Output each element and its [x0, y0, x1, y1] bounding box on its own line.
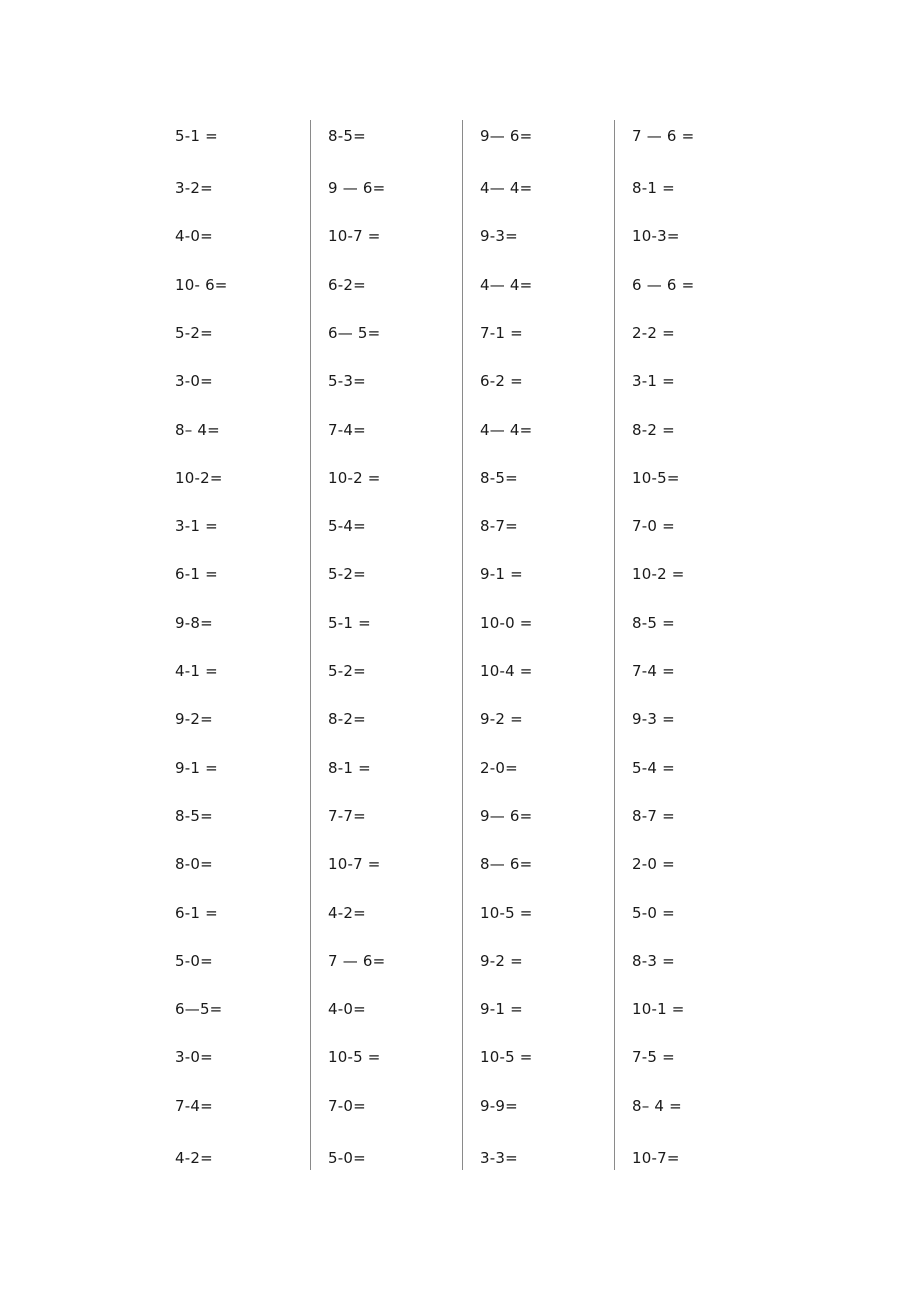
- problem-item: 5-2=: [328, 565, 366, 584]
- problem-item: 9-1 =: [480, 565, 523, 584]
- problem-item: 4— 4=: [480, 275, 533, 294]
- problem-item: 10-5 =: [328, 1048, 381, 1067]
- problem-item: 8– 4=: [175, 420, 220, 439]
- problem-item: 8– 4 =: [632, 1096, 682, 1115]
- problem-item: 10-7=: [632, 1148, 680, 1167]
- problem-item: 7-1 =: [480, 323, 523, 342]
- problem-item: 3-0=: [175, 372, 213, 391]
- problem-item: 5-4 =: [632, 758, 675, 777]
- problem-item: 9-2 =: [480, 951, 523, 970]
- problem-item: 7-0 =: [632, 517, 675, 536]
- problem-item: 9-9=: [480, 1096, 518, 1115]
- problem-item: 5-0=: [328, 1148, 366, 1167]
- problem-item: 10-5 =: [480, 1048, 533, 1067]
- problem-item: 9— 6=: [480, 127, 533, 145]
- problem-item: 6-2=: [328, 275, 366, 294]
- problem-item: 9-2=: [175, 710, 213, 729]
- problem-item: 4-2=: [175, 1148, 213, 1167]
- problem-item: 7-4 =: [632, 662, 675, 680]
- problem-item: 5-2=: [328, 662, 366, 680]
- problem-item: 10-2 =: [632, 565, 685, 584]
- problem-item: 9-1 =: [480, 1000, 523, 1019]
- problem-item: 8-5=: [480, 468, 518, 487]
- problem-item: 4-0=: [175, 227, 213, 246]
- problem-item: 3-3=: [480, 1148, 518, 1167]
- problem-item: 9— 6=: [480, 806, 533, 825]
- problem-item: 3-1 =: [175, 517, 218, 536]
- problem-item: 3-2=: [175, 179, 213, 197]
- problem-item: 8-2 =: [632, 420, 675, 439]
- problem-item: 10- 6=: [175, 275, 228, 294]
- problem-item: 8-1 =: [328, 758, 371, 777]
- problem-item: 8-7=: [480, 517, 518, 536]
- problem-item: 8— 6=: [480, 855, 533, 874]
- problem-item: 8-1 =: [632, 179, 675, 197]
- problem-item: 5-3=: [328, 372, 366, 391]
- problem-item: 4— 4=: [480, 179, 533, 197]
- problem-item: 7-7=: [328, 806, 366, 825]
- problem-item: 9-8=: [175, 613, 213, 632]
- problem-item: 3-1 =: [632, 372, 675, 391]
- problem-item: 6-1 =: [175, 565, 218, 584]
- problem-item: 5-0=: [175, 951, 213, 970]
- problem-item: 10-3=: [632, 227, 680, 246]
- problem-item: 8-5=: [175, 806, 213, 825]
- problem-item: 9-1 =: [175, 758, 218, 777]
- problem-item: 6 — 6 =: [632, 275, 695, 294]
- problem-item: 5-4=: [328, 517, 366, 536]
- problem-item: 10-4 =: [480, 662, 533, 680]
- problem-item: 9-3 =: [632, 710, 675, 729]
- problem-item: 8-3 =: [632, 951, 675, 970]
- problem-item: 10-0 =: [480, 613, 533, 632]
- problem-item: 6-2 =: [480, 372, 523, 391]
- problem-item: 10-7 =: [328, 855, 381, 874]
- problem-item: 6—5=: [175, 1000, 223, 1019]
- problem-item: 10-5=: [632, 468, 680, 487]
- problem-item: 7 — 6 =: [632, 127, 695, 145]
- worksheet-column-2: [310, 120, 463, 1170]
- problem-item: 8-2=: [328, 710, 366, 729]
- problem-item: 8-5 =: [632, 613, 675, 632]
- problem-item: 7-4=: [175, 1096, 213, 1115]
- problem-item: 10-1 =: [632, 1000, 685, 1019]
- worksheet: [158, 120, 766, 1170]
- problem-item: 8-5=: [328, 127, 366, 145]
- problem-item: 9-3=: [480, 227, 518, 246]
- worksheet-column-1: [158, 120, 310, 1170]
- problem-item: 2-2 =: [632, 323, 675, 342]
- problem-item: 8-0=: [175, 855, 213, 874]
- problem-item: 3-0=: [175, 1048, 213, 1067]
- problem-item: 5-0 =: [632, 903, 675, 922]
- problem-item: 7-5 =: [632, 1048, 675, 1067]
- problem-item: 10-5 =: [480, 903, 533, 922]
- problem-item: 4-2=: [328, 903, 366, 922]
- problem-item: 9 — 6=: [328, 179, 386, 197]
- problem-item: 10-2=: [175, 468, 223, 487]
- worksheet-column-3: [462, 120, 615, 1170]
- problem-item: 4-0=: [328, 1000, 366, 1019]
- problem-item: 6— 5=: [328, 323, 381, 342]
- problem-item: 5-1 =: [175, 127, 218, 145]
- problem-item: 8-7 =: [632, 806, 675, 825]
- problem-item: 4-1 =: [175, 662, 218, 680]
- problem-item: 6-1 =: [175, 903, 218, 922]
- problem-item: 4— 4=: [480, 420, 533, 439]
- problem-item: 5-1 =: [328, 613, 371, 632]
- problem-item: 5-2=: [175, 323, 213, 342]
- problem-item: 10-7 =: [328, 227, 381, 246]
- problem-item: 7-4=: [328, 420, 366, 439]
- worksheet-column-4: [614, 120, 767, 1170]
- problem-item: 9-2 =: [480, 710, 523, 729]
- problem-item: 7-0=: [328, 1096, 366, 1115]
- problem-item: 10-2 =: [328, 468, 381, 487]
- problem-item: 2-0=: [480, 758, 518, 777]
- problem-item: 7 — 6=: [328, 951, 386, 970]
- problem-item: 2-0 =: [632, 855, 675, 874]
